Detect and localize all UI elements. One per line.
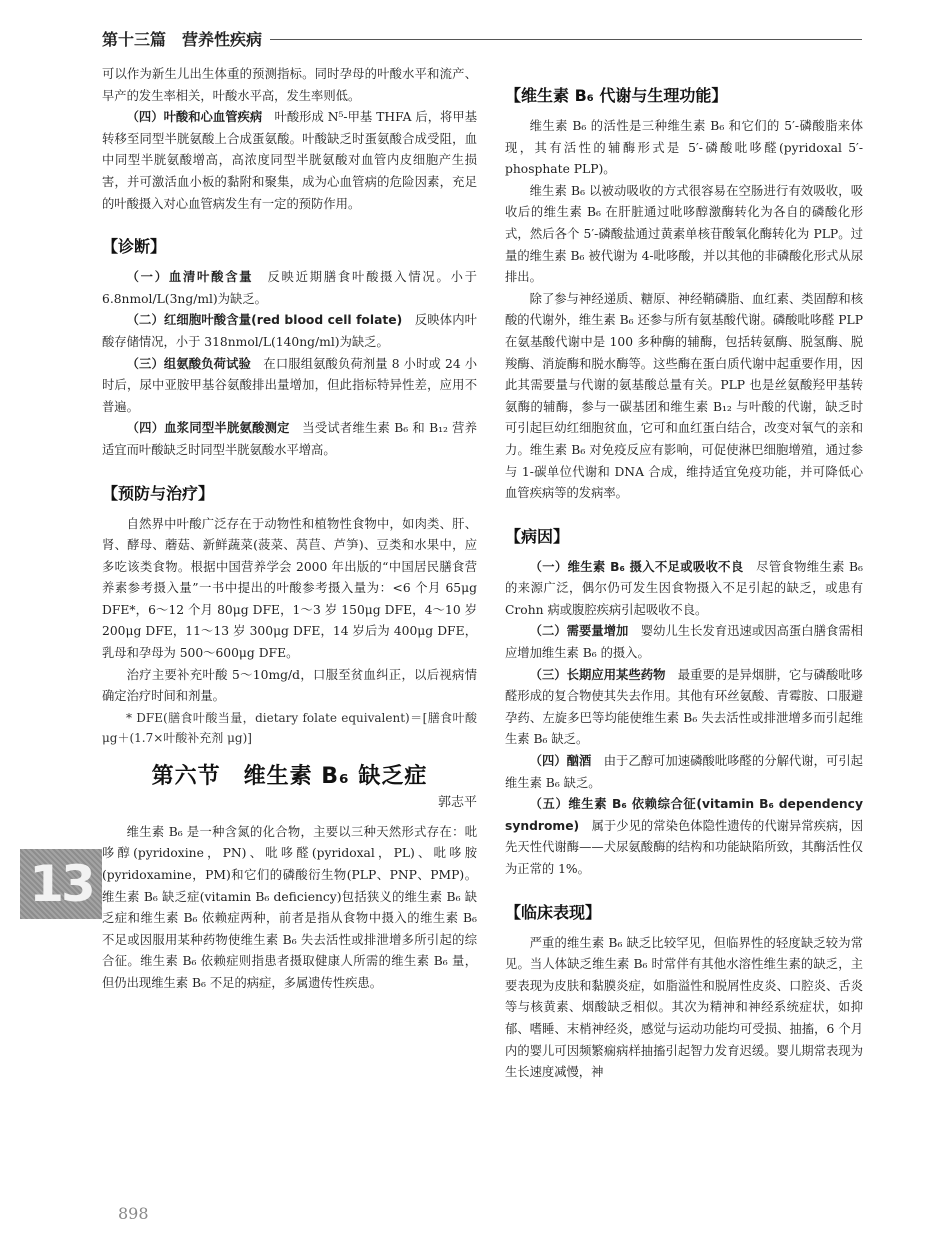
paragraph: 可以作为新生儿出生体重的预测指标。同时孕母的叶酸水平和流产、早产的发生率相关，叶酸水平高，发生率则低。 — [102, 67, 477, 103]
paragraph-body: 尽管食物维生素 B₆ 的来源广泛，偶尔仍可发生因食物摄入不足引起的缺乏，或患有 Crohn 病或腹腔疾病引起吸收不良。 — [505, 559, 863, 617]
page-number: 898 — [118, 1204, 149, 1223]
paragraph — [102, 107, 477, 215]
chapter-tab — [20, 849, 102, 919]
paragraph: 除了参与神经递质、糖原、神经鞘磷脂、血红素、类固醇和核酸的代谢外，维生素 B₆ 还参与所有氨基酸代谢。磷酸吡哆醛 PLP 在氨基酸代谢中是 100 多种酶的辅酶，包括转氨酶、脱氢酶、脱羧酶、消旋酶和脱水酶等。这些酶在蛋白质代谢中起重要作用，因此其需要量与代谢的氨基酸总量有关。PLP 也是丝氨酸羟甲基转氨酶的辅酶，参与一碳基团和维生素 B₁₂ 与叶酸的代谢，缺乏时可引起巨幼红细胞贫血，它可和血红蛋白结合，改变对氧气的亲和力。维生素 B₆ 对免疫反应有影响，可促使淋巴细胞增殖，通过参与 1-碳单位代谢和 DNA 合成，维持适宜免疫功能，并可降低心血管疾病等的发病率。 — [505, 291, 863, 501]
paragraph — [102, 267, 477, 310]
paragraph: 自然界中叶酸广泛存在于动物性和植物性食物中，如肉类、肝、肾、酵母、蘑菇、新鲜蔬菜(菠菜、莴苣、芦笋)、豆类和水果中，应多吃该类食物。根据中国营养学会 2000 年出版的“中国居民膳食营养素参考摄入量”一书中提出的叶酸参考摄入量为：<6 个月 65μg DFE*，6～12 个月 80μg DFE，1～3 岁 150μg DFE，4～10 岁 200μg DFE，11～13 岁 300μg DFE，14 岁后为 400μg DFE，乳母和孕母为 500～600μg DFE。 — [102, 516, 477, 661]
subheading: （二）红细胞叶酸含量(red blood cell folate) — [126, 313, 403, 328]
subheading: （三）长期应用某些药物 — [529, 667, 666, 682]
header-rule — [270, 39, 862, 40]
part-title: 第十三篇 营养性疾病 — [102, 29, 263, 49]
paragraph-body: 反映体内叶酸存储情况，小于 318nmol/L(140ng/ml)为缺乏。 — [102, 313, 477, 349]
subheading: （一）血清叶酸含量 — [126, 270, 254, 285]
paragraph-body: 婴幼儿生长发育迅速或因高蛋白膳食需相应增加维生素 B₆ 的摄入。 — [505, 624, 863, 661]
paragraph — [505, 794, 863, 880]
subheading: （四）叶酸和心血管疾病 — [126, 110, 263, 125]
section-title: 第六节 维生素 B₆ 缺乏症 — [151, 763, 428, 789]
section-heading-prevention: 【预防与治疗】 — [102, 483, 215, 503]
left-column — [102, 64, 477, 995]
running-header — [102, 24, 862, 52]
section-heading-metabolism: 【维生素 B₆ 代谢与生理功能】 — [505, 86, 728, 105]
subheading: （一）维生素 B₆ 摄入不足或吸收不良 — [529, 559, 744, 574]
subheading: （二）需要量增加 — [529, 624, 629, 639]
paragraph-body: 当受试者维生素 B₆ 和 B₁₂ 营养适宜而叶酸缺乏时同型半胱氨酸水平增高。 — [102, 421, 477, 457]
subheading: （四）酗酒 — [529, 754, 592, 769]
paragraph-body: 反映近期膳食叶酸摄入情况。小于 6.8nmol/L(3ng/ml)为缺乏。 — [102, 270, 477, 306]
paragraph: 维生素 B₆ 是一种含氮的化合物，主要以三种天然形式存在：吡哆醇(pyridoxine，PN)、吡哆醛(pyridoxal，PL)、吡哆胺(pyridoxamine，PM)和它们的磷酸衍生物(PLP、PNP、PMP)。维生素 B₆ 缺乏症(vitamin B₆ deficiency)包括狭义的维生素 B₆ 缺乏症和维生素 B₆ 依赖症两种，前者是指从食物中摄入的维生素 B₆ 不足或因服用某种药物使维生素 B₆ 失去活性或排泄增多所引起的综合征。维生素 B₆ 依赖症则指患者摄取健康人所需的维生素 B₆ 量，但仍出现维生素 B₆ 不足的病症，多属遗传性疾患。 — [102, 824, 477, 990]
paragraph — [505, 665, 863, 751]
right-column — [505, 84, 863, 1084]
paragraph — [102, 418, 477, 461]
subheading: （四）血浆同型半胱氨酸测定 — [126, 421, 290, 436]
paragraph-body: 最重要的是异烟肼，它与磷酸吡哆醛形成的复合物使其失去作用。其他有环丝氨酸、青霉胺、口服避孕药、左旋多巴等均能使维生素 B₆ 失去活性或排泄增多而引起维生素 B₆ 缺乏。 — [505, 667, 863, 747]
paragraph — [505, 557, 863, 622]
paragraph — [505, 751, 863, 794]
paragraph — [102, 354, 477, 419]
paragraph: 维生素 B₆ 的活性是三种维生素 B₆ 和它们的 5′-磷酸脂来体现，其有活性的辅酶形式是 5′-磷酸吡哆醛(pyridoxal 5′-phosphate PLP)。 — [505, 119, 863, 177]
section-heading-diagnosis: 【诊断】 — [102, 237, 167, 257]
paragraph: 治疗主要补充叶酸 5～10mg/d，口服至贫血纠正，以后视病情确定治疗时间和剂量。 — [102, 667, 477, 704]
section-heading-etiology: 【病因】 — [505, 526, 570, 546]
subheading: （三）组氨酸负荷试验 — [126, 356, 251, 371]
section-heading-clinical: 【临床表现】 — [505, 902, 602, 922]
chapter-number: 13 — [29, 855, 93, 913]
footnote: * DFE(膳食叶酸当量，dietary folate equivalent)＝[膳食叶酸 μg＋(1.7×叶酸补充剂 μg)] — [102, 710, 477, 745]
paragraph: 维生素 B₆ 以被动吸收的方式很容易在空肠进行有效吸收，吸收后的维生素 B₆ 在肝脏通过吡哆醇激酶转化为各自的磷酸化形式，然后各个 5′-磷酸盐通过黄素单核苷酸氧化酶转化为 PLP。过量的维生素 B₆ 被代谢为 4-吡哆酸，并以其他的非磷酸化形式从尿排出。 — [505, 183, 863, 285]
paragraph-body: 在口服组氨酸负荷剂量 8 小时或 24 小时后，尿中亚胺甲基谷氨酸排出量增加，但此指标特异性差，应用不普遍。 — [102, 356, 477, 414]
paragraph — [102, 310, 477, 353]
paragraph: 严重的维生素 B₆ 缺乏比较罕见，但临界性的轻度缺乏较为常见。当人体缺乏维生素 B₆ 时常伴有其他水溶性维生素的缺乏，主要表现为皮肤和黏膜炎症，如脂溢性和脱屑性皮炎、口腔炎、舌炎等与核黄素、烟酸缺乏相似。其次为精神和神经系统症状，如抑郁、嗜睡、末梢神经炎，感觉与运动功能均可受损、抽搐，6 个月内的婴儿可因频繁痫病样抽搐引起智力发育迟缓。婴儿期常表现为生长速度减慢，神 — [505, 935, 863, 1080]
subheading: （五）维生素 B₆ 依赖综合征(vitamin B₆ dependency syndrome) — [505, 797, 863, 833]
paragraph-body: 由于乙醇可加速磷酸吡哆醛的分解代谢，可引起维生素 B₆ 缺乏。 — [505, 754, 863, 790]
paragraph-body: 属于少见的常染色体隐性遗传的代谢异常疾病，因先天性代谢酶——犬尿氨酸酶的结构和功能缺陷所致，其酶活性仅为正常的 1%。 — [505, 818, 863, 876]
paragraph — [505, 621, 863, 664]
author-name: 郭志平 — [437, 794, 477, 810]
paragraph-body: 叶酸形成 N⁵-甲基 THFA 后，将甲基转移至同型半胱氨酸上合成蛋氨酸。叶酸缺乏时蛋氨酸合成受阻，血中同型半胱氨酸增高，高浓度同型半胱氨酸对血管内皮细胞产生损害，并可激活血小板的黏附和聚集，成为心血管病的危险因素，充足的叶酸摄入对心血管病发生有一定的预防作用。 — [102, 110, 477, 211]
